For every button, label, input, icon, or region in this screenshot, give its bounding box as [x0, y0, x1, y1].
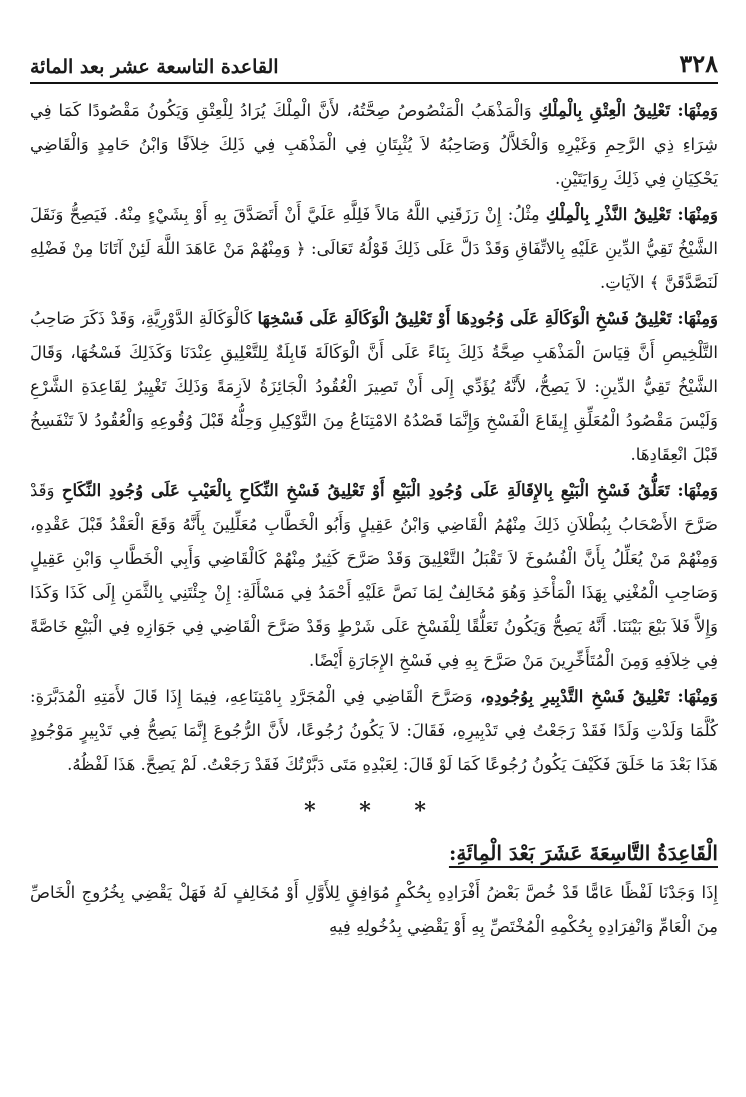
paragraph-body: وَصَرَّحَ الْقَاضِي فِي الْمُجَرَّدِ بِامْتِنَاعِهِ، فِيمَا إِذَا قَالَ لأَمَتِهِ الْمُدَبَّرَةِ: كُلَّمَا وَلَدْتِ وَلَدًا فَقَدْ رَجَعْتُ فِي تَدْبِيرِهِ، فَقَالَ: لاَ يَكُونُ رُجُوعًا، لأَنَّ الرُّجُوعَ إِنَّمَا يَصِحُّ فِي تَدْبِيرٍ مَوْجُودٍ هَذَا بَعْدَ مَا خَلَقَ فَكَيْفَ يَكُونُ رُجُوعًا كَمَا لَوْ قَالَ: لِعَبْدِهِ مَتَى دَبَّرْتُكَ فَقَدْ رَجَعْتُ. لَمْ يَصِحَّ. هَذَا لَفْظُهُ.	[30, 687, 718, 774]
paragraph	[30, 680, 718, 782]
paragraph-lead: وَمِنْهَا: تَعْلِيقُ النَّذْرِ بِالْمِلْكِ	[545, 205, 718, 224]
section-title: الْقَاعِدَةُ التَّاسِعَةَ عَشَرَ بَعْدَ الْمِائَةِ:	[448, 841, 718, 865]
page-header	[30, 44, 718, 84]
paragraph-body: كَالْوَكَالَةِ الدَّوْرِيَّةِ، وَقَدْ ذَكَرَ صَاحِبُ التَّلْخِيصِ أَنَّ قِيَاسَ الْمَذْهَبِ صِحَّةُ ذَلِكَ بِنَاءً عَلَى أَنَّ الْوَكَالَةَ قَابِلَةٌ لِلتَّعْلِيقِ عِنْدَنَا وَكَذَلِكَ فَسْخُهَا، وَقَالَ الشَّيْخُ تَقِيُّ الدِّينِ: لاَ يَصِحُّ، لأَنَّهُ يُؤَدِّي إِلَى أَنْ تَصِيرَ الْعُقُودُ الْجَائِزَةُ لاَزِمَةً وَذَلِكَ تَغْيِيرٌ لِقَاعِدَةِ الشَّرْعِ وَلَيْسَ مَقْصُودُ الْمُعَلِّقِ إِيقَاعَ الْفَسْخِ وَإِنَّمَا قَصْدُهُ الامْتِنَاعُ مِنَ التَّوْكِيلِ وَحِلُّهُ قَبْلَ وُقُوعِهِ وَالْعُقُودُ لاَ تَنْفَسِخُ قَبْلَ انْعِقَادِهَا.	[30, 309, 718, 464]
section-body: إِذَا وَجَدْنَا لَفْظًا عَامًّا قَدْ خُصَّ بَعْضُ أَفْرَادِهِ بِحُكْمٍ مُوَافِقٍ لِلأَوَّلِ أَوْ مُخَالِفٍ لَهُ فَهَلْ يَقْضِي بِخُرُوجِ الْخَاصِّ مِنَ الْعَامِّ وَانْفِرَادِهِ بِحُكْمِهِ الْمُخْتَصِّ بِهِ أَوْ يَقْضِي بِدُخُولِهِ فِيهِ	[30, 883, 718, 936]
paragraph	[30, 94, 718, 196]
paragraph-lead: وَمِنْهَا: تَعَلُّقُ فَسْخِ الْبَيْعِ بِالإِقَالَةِ عَلَى وُجُودِ الْبَيْعِ أَوْ تَعْلِيقُ فَسْخِ النِّكَاحِ بِالْعَيْبِ عَلَى وُجُودِ النِّكَاحِ	[61, 481, 718, 500]
running-title: القاعدة التاسعة عشر بعد المائة	[30, 56, 279, 78]
section-separator: * * *	[304, 798, 444, 824]
paragraph-body: وَقَدْ صَرَّحَ الأَصْحَابُ بِبُطْلاَنِ ذَلِكَ مِنْهُمُ الْقَاضِي وَابْنُ عَقِيلٍ وَأَبُو الْخَطَّابِ مُعَلِّلِينَ بِأَنَّهُ وَقَعَ الْعَقْدُ قَبْلَ عَقْدِهِ، وَمِنْهُمْ مَنْ يُعَلِّلُ بِأَنَّ الْفُسُوخَ لاَ تَقْبَلُ التَّعْلِيقَ وَقَدْ صَرَّحَ كَثِيرٌ مِنْهُمْ كَالْقَاضِي وَأَبِي الْخَطَّابِ وَابْنِ عَقِيلٍ وَصَاحِبِ الْمُغْنِي بِهَذَا الْمَأْخَذِ وَهُوَ مُخَالِفٌ لِمَا نَصَّ عَلَيْهِ أَحْمَدُ فِي مَسْأَلَةِ: إِنْ جِئْتَنِي بِالثَّمَنِ إِلَى كَذَا وَكَذَا وَإِلاَّ فَلاَ بَيْعَ بَيْنَنَا. أَنَّهُ يَصِحُّ وَيَكُونُ تَعَلُّقًا لِلْفَسْخِ عَلَى شَرْطٍ وَقَدْ صَرَّحَ الْقَاضِي فِي جَوَازِهِ فِي الْبَيْعِ خَاصَّةً فِي خِلاَفِهِ وَمِنَ الْمُتَأَخِّرِينَ مَنْ صَرَّحَ بِهِ فِي فَسْخِ الإِجَارَةِ أَيْضًا.	[30, 481, 718, 670]
paragraph-lead: وَمِنْهَا: تَعْلِيقُ فَسْخِ الْوَكَالَةِ عَلَى وُجُودِهَا أَوْ تَعْلِيقُ الْوَكَالَةِ عَلَى فَسْخِهَا	[257, 309, 719, 328]
paragraph	[30, 198, 718, 300]
paragraph-lead: وَمِنْهَا: تَعْلِيقُ فَسْخِ التَّدْبِيرِ بِوُجُودِهِ،	[480, 687, 719, 706]
paragraph-lead: وَمِنْهَا: تَعْلِيقُ الْعِتْقِ بِالْمِلْكِ	[538, 101, 719, 120]
book-page	[30, 44, 718, 946]
paragraph-body: مِثْلُ: إِنْ رَزَقَنِي اللَّهُ مَالاً فَلِلَّهِ عَلَيَّ أَنْ أَتَصَدَّقَ بِهِ أَوْ بِشَيْءٍ مِنْهُ. فَيَصِحُّ وَنَقَلَ الشَّيْخُ تَقِيُّ الدِّينِ عَلَيْهِ بِالاتِّفَاقِ وَقَدْ دَلَّ عَلَى ذَلِكَ قَوْلُهُ تَعَالَى: ﴿ وَمِنْهُمْ مَنْ عَاهَدَ اللَّهَ لَئِنْ آتَانَا مِنْ فَضْلِهِ لَنَصَّدَّقَنَّ ﴾ الآيَاتِ.	[30, 205, 718, 292]
paragraph	[30, 474, 718, 678]
paragraph	[30, 302, 718, 472]
paragraph-body: وَالْمَذْهَبُ الْمَنْصُوصُ صِحَّتُهُ، لأَنَّ الْمِلْكَ يُرَادُ لِلْعِتْقِ وَيَكُونُ مَقْصُودًا كَمَا فِي شِرَاءِ ذِي الرَّحِمِ وَغَيْرِهِ وَالْخَلاَّلُ وَصَاحِبُهُ لاَ يُثْبِتَانِ فِي الْمَذْهَبِ فِي ذَلِكَ خِلاَفًا وَابْنُ حَامِدٍ وَالْقَاضِي يَحْكِيَانِ فِي ذَلِكَ رِوَايَتَيْنِ.	[30, 101, 718, 188]
page-number: ٣٢٨	[679, 49, 718, 78]
